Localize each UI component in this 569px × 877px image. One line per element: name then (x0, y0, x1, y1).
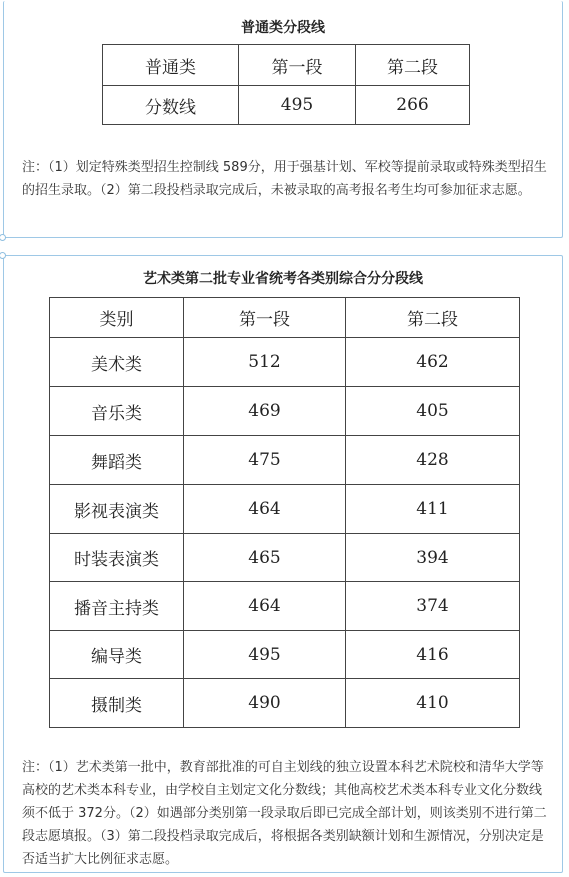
table-row (50, 631, 520, 679)
cutoff-panel-arts (3, 255, 563, 873)
score-cell: 266 (356, 86, 470, 125)
category-cell: 时装表演类 (50, 534, 184, 582)
category-cell: 舞蹈类 (50, 436, 184, 485)
score-cell: 490 (184, 679, 346, 728)
table-header-row (103, 45, 470, 86)
table-header-row (50, 298, 520, 338)
header-cell: 类别 (50, 298, 184, 338)
corner-dot-icon (0, 252, 6, 259)
score-cell: 475 (184, 436, 346, 485)
score-cell: 374 (346, 582, 520, 631)
header-cell: 第一段 (184, 298, 346, 338)
score-cell: 428 (346, 436, 520, 485)
section-note: 注：（1）划定特殊类型招生控制线 589分，用于强基计划、军校等提前录取或特殊类型招生的招生录取。（2）第二段投档录取完成后，未被录取的高考报名考生均可参加征求志愿。 (22, 160, 547, 198)
table-row (50, 338, 520, 387)
arts-score-table (49, 297, 520, 728)
category-cell: 影视表演类 (50, 485, 184, 534)
section-title: 普通类分段线 (241, 20, 325, 36)
score-cell: 416 (346, 631, 520, 679)
table-row (50, 534, 520, 582)
table-row (103, 86, 470, 125)
section-note: 注：（1）艺术类第一批中，教育部批准的可自主划线的独立设置本科艺术院校和清华大学等高校的艺术类本科专业，由学校自主划定文化分数线；其他高校艺术类本科专业文化分数线须不低于 372分。（2）如遇部分类别第一段录取后即已完成全部计划，则该类别不进行第二段志愿填报。（3）第二段投档录取完成后，将根据各类别缺额计划和生源情况，分别决定是否适当扩大比例征求志愿。 (22, 760, 547, 867)
table-row (50, 582, 520, 631)
score-cell: 405 (346, 387, 520, 436)
category-cell: 摄制类 (50, 679, 184, 728)
score-cell: 410 (346, 679, 520, 728)
row-label-cell: 分数线 (103, 86, 239, 125)
header-cell: 第二段 (356, 45, 470, 86)
score-cell: 465 (184, 534, 346, 582)
table-row (50, 387, 520, 436)
header-cell: 第一段 (239, 45, 356, 86)
category-cell: 美术类 (50, 338, 184, 387)
score-cell: 469 (184, 387, 346, 436)
header-cell: 普通类 (103, 45, 239, 86)
score-cell: 464 (184, 485, 346, 534)
score-cell: 411 (346, 485, 520, 534)
corner-dot-icon (0, 234, 6, 241)
table-row (50, 485, 520, 534)
category-cell: 音乐类 (50, 387, 184, 436)
cutoff-panel-general (3, 1, 563, 238)
category-cell: 编导类 (50, 631, 184, 679)
category-cell: 播音主持类 (50, 582, 184, 631)
score-cell: 394 (346, 534, 520, 582)
score-cell: 495 (184, 631, 346, 679)
section-title: 艺术类第二批专业省统考各类别综合分分段线 (143, 271, 423, 287)
score-cell: 464 (184, 582, 346, 631)
header-cell: 第二段 (346, 298, 520, 338)
score-cell: 495 (239, 86, 356, 125)
general-score-table (102, 44, 470, 125)
table-row (50, 436, 520, 485)
table-row (50, 679, 520, 728)
score-cell: 462 (346, 338, 520, 387)
score-cell: 512 (184, 338, 346, 387)
